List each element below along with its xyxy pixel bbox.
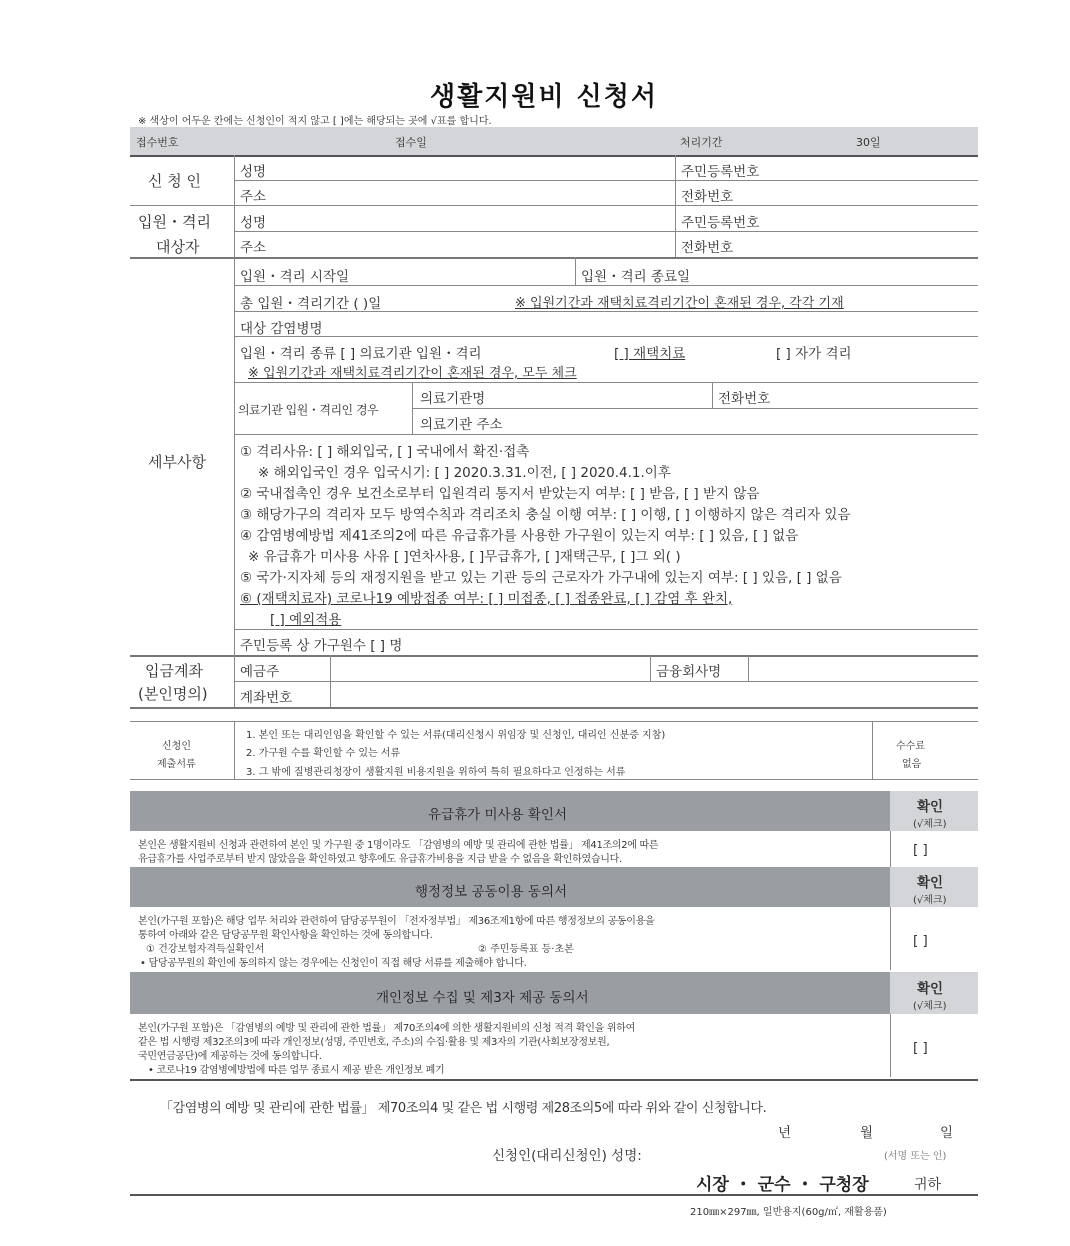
consent-2-check-note: (√체크) <box>913 895 947 906</box>
consent-1-check-label: 확인 <box>917 799 944 815</box>
hospital-section-label: 의료기관 입원・격리인 경우 <box>238 403 379 417</box>
consent-2-check-label: 확인 <box>917 875 944 891</box>
instruction-note: ※ 색상이 어두운 칸에는 신청인이 적지 않고 [ ]에는 해당되는 곳에 √표를 합니다. <box>138 116 492 127</box>
applicant-signature-field[interactable]: 신청인(대리신청인) 성명: <box>492 1148 642 1164</box>
bank-name-field[interactable]: 금융회사명 <box>656 664 722 680</box>
consent-2-text-line-1: 본인(가구원 포함)은 해당 업무 처리와 관련하여 담당공무원이 「전자정부법」 제36조제1항에 따른 행정정보의 공동이용을 <box>138 916 655 927</box>
hospital-phone-field[interactable]: 전화번호 <box>718 391 771 407</box>
applicant-phone-field[interactable]: 전화번호 <box>681 189 734 205</box>
account-holder-field[interactable]: 예금주 <box>240 664 280 680</box>
consent-2-text-line-4: • 담당공무원의 확인에 동의하지 않는 경우에는 신청인이 직접 해당 서류를 제출해야 합니다. <box>140 958 527 969</box>
target-address-field[interactable]: 주소 <box>240 240 267 256</box>
isolation-type-hospital-option[interactable]: 입원・격리 종류 [ ] 의료기관 입원・격리 <box>240 346 482 362</box>
consent-3-checkbox[interactable]: [ ] <box>913 1040 928 1056</box>
recipient-honorific: 귀하 <box>914 1177 942 1193</box>
question-5[interactable]: ⑤ 국가·지자체 등의 재정지원을 받고 있는 기관 등의 근로자가 가구내에 있는지 여부: [ ] 있음, [ ] 없음 <box>240 570 842 586</box>
consent-1-text-line-2: 유급휴가를 사업주로부터 받지 않았음을 확인하였고 향후에도 유급휴가비용을 지급 받을 수 없음을 확인하였습니다. <box>138 854 622 865</box>
question-6-continued[interactable]: [ ] 예외적용 <box>270 612 342 628</box>
document-item-2: 2. 가구원 수를 확인할 수 있는 서류 <box>246 748 401 759</box>
application-statement: 「감염병의 예방 및 관리에 관한 법률」 제70조의4 및 같은 법 시행령 제28조의5에 따라 위와 같이 신청합니다. <box>160 1101 767 1116</box>
consent-1-title: 유급휴가 미사용 확인서 <box>428 807 567 823</box>
question-3[interactable]: ③ 해당가구의 격리자 모두 방역수칙과 격리조치 충실 이행 여부: [ ] 이행, [ ] 이행하지 않은 격리자 있음 <box>240 507 851 523</box>
consent-3-check-label: 확인 <box>917 981 944 997</box>
document-item-1: 1. 본인 또는 대리인임을 확인할 수 있는 서류(대리신청시 위임장 및 신청인, 대리인 신분증 지참) <box>246 730 666 741</box>
isolation-type-home-option[interactable]: [ ] 재택치료 <box>614 346 686 362</box>
account-number-field[interactable]: 계좌번호 <box>240 690 293 706</box>
applicant-address-field[interactable]: 주소 <box>240 189 267 205</box>
consent-2-item-2: ② 주민등록표 등·초본 <box>478 944 574 955</box>
fee-label: 수수료 <box>896 741 925 752</box>
question-4-note[interactable]: ※ 유급휴가 미사용 사유 [ ]연차사용, [ ]무급휴가, [ ]재택근무, [ ]그 외( ) <box>248 549 681 565</box>
total-period-field[interactable]: 총 입원・격리기간 ( )일 <box>240 296 382 312</box>
consent-2-title: 행정정보 공동이용 동의서 <box>415 884 568 900</box>
paper-specification: 210㎜×297㎜, 일반용지(60g/㎡, 재활용품) <box>690 1207 887 1218</box>
target-section-label-1: 입원・격리 <box>138 213 211 231</box>
question-4[interactable]: ④ 감염병예방법 제41조의2에 따른 유급휴가를 사용한 가구원이 있는지 여부: [ ] 있음, [ ] 없음 <box>240 528 799 544</box>
applicant-section-label: 신 청 인 <box>148 172 202 190</box>
question-1[interactable]: ① 격리사유: [ ] 해외입국, [ ] 국내에서 확진·접촉 <box>240 444 530 460</box>
hospital-address-field[interactable]: 의료기관 주소 <box>420 417 503 433</box>
target-phone-field[interactable]: 전화번호 <box>681 240 734 256</box>
receipt-date-label: 접수일 <box>395 136 427 149</box>
consent-1-check-note: (√체크) <box>913 819 947 830</box>
consent-3-title: 개인정보 수집 및 제3자 제공 동의서 <box>376 990 589 1006</box>
household-count-field[interactable]: 주민등록 상 가구원수 [ ] 명 <box>240 638 403 654</box>
consent-3-check-note: (√체크) <box>913 1001 947 1012</box>
consent-2-item-1: ① 건강보험자격득실확인서 <box>146 944 265 955</box>
hospital-name-field[interactable]: 의료기관명 <box>420 391 486 407</box>
target-rrn-field[interactable]: 주민등록번호 <box>681 215 760 231</box>
date-year-field[interactable]: 년 <box>778 1125 792 1141</box>
date-day-field[interactable]: 일 <box>940 1125 954 1141</box>
signature-note: (서명 또는 인) <box>884 1151 947 1162</box>
target-name-field[interactable]: 성명 <box>240 215 267 231</box>
total-period-note: ※ 입원기간과 재택치료격리기간이 혼재된 경우, 각각 기재 <box>515 296 844 311</box>
question-6[interactable]: ⑥ (재택치료자) 코로나19 예방접종 여부: [ ] 미접종, [ ] 접종완료, [ ] 감염 후 완치, <box>240 591 733 607</box>
applicant-rrn-field[interactable]: 주민등록번호 <box>681 164 760 180</box>
consent-2-checkbox[interactable]: [ ] <box>913 933 928 949</box>
consent-3-text-line-1: 본인(가구원 포함)은 「감염병의 예방 및 관리에 관한 법률」 제70조의4에 의한 생활지원비의 신청 적격 확인을 위하여 <box>138 1023 635 1034</box>
applicant-name-field[interactable]: 성명 <box>240 164 267 180</box>
consent-2-text-line-2: 통하여 아래와 같은 담당공무원 확인사항을 확인하는 것에 동의합니다. <box>138 930 433 941</box>
question-1-note[interactable]: ※ 해외입국인 경우 입국시기: [ ] 2020.3.31.이전, [ ] 2020.4.1.이후 <box>258 465 671 481</box>
recipient: 시장 ・ 군수 ・ 구청장 <box>696 1175 869 1195</box>
receipt-number-label: 접수번호 <box>136 136 179 149</box>
consent-3-text-line-4: • 코로나19 감염병예방법에 따른 업무 종료시 제공 받은 개인정보 폐기 <box>148 1065 445 1076</box>
isolation-type-self-option[interactable]: [ ] 자가 격리 <box>776 346 852 362</box>
receipt-header-bar <box>130 127 978 155</box>
consent-3-text-line-2: 같은 법 시행령 제32조의3에 따라 개인정보(성명, 주민번호, 주소)의 수집·활용 및 제3자의 기관(사회보장정보원, <box>138 1037 610 1048</box>
details-section-label: 세부사항 <box>148 453 206 471</box>
documents-section-label-1: 신청인 <box>162 741 191 752</box>
consent-1-checkbox[interactable]: [ ] <box>913 842 928 858</box>
isolation-type-note: ※ 입원기간과 재택치료격리기간이 혼재된 경우, 모두 체크 <box>248 366 577 381</box>
target-section-label-2: 대상자 <box>156 238 200 256</box>
processing-days: 30일 <box>856 136 881 149</box>
end-date-field[interactable]: 입원・격리 종료일 <box>581 269 691 285</box>
date-month-field[interactable]: 월 <box>860 1125 874 1141</box>
start-date-field[interactable]: 입원・격리 시작일 <box>240 269 350 285</box>
consent-1-text-line-1: 본인은 생활지원비 신청과 관련하여 본인 및 가구원 중 1명이라도 「감염병의 예방 및 관리에 관한 법률」 제41조의2에 따른 <box>138 840 659 851</box>
question-2[interactable]: ② 국내접촉인 경우 보건소로부터 입원격리 통지서 받았는지 여부: [ ] 받음, [ ] 받지 않음 <box>240 486 760 502</box>
page-title: 생활지원비 신청서 <box>430 82 658 112</box>
deposit-section-label-2: (본인명의) <box>138 685 208 703</box>
consent-3-text-line-3: 국민연금공단)에 제공하는 것에 동의합니다. <box>138 1051 322 1062</box>
processing-period-label: 처리기간 <box>680 136 723 149</box>
document-item-3: 3. 그 밖에 질병관리청장이 생활지원 비용지원을 위하여 특히 필요하다고 인정하는 서류 <box>246 767 626 778</box>
documents-section-label-2: 제출서류 <box>157 759 196 770</box>
deposit-section-label-1: 입금계좌 <box>145 662 203 680</box>
disease-name-field[interactable]: 대상 감염병명 <box>240 321 323 337</box>
fee-value: 없음 <box>902 759 922 770</box>
